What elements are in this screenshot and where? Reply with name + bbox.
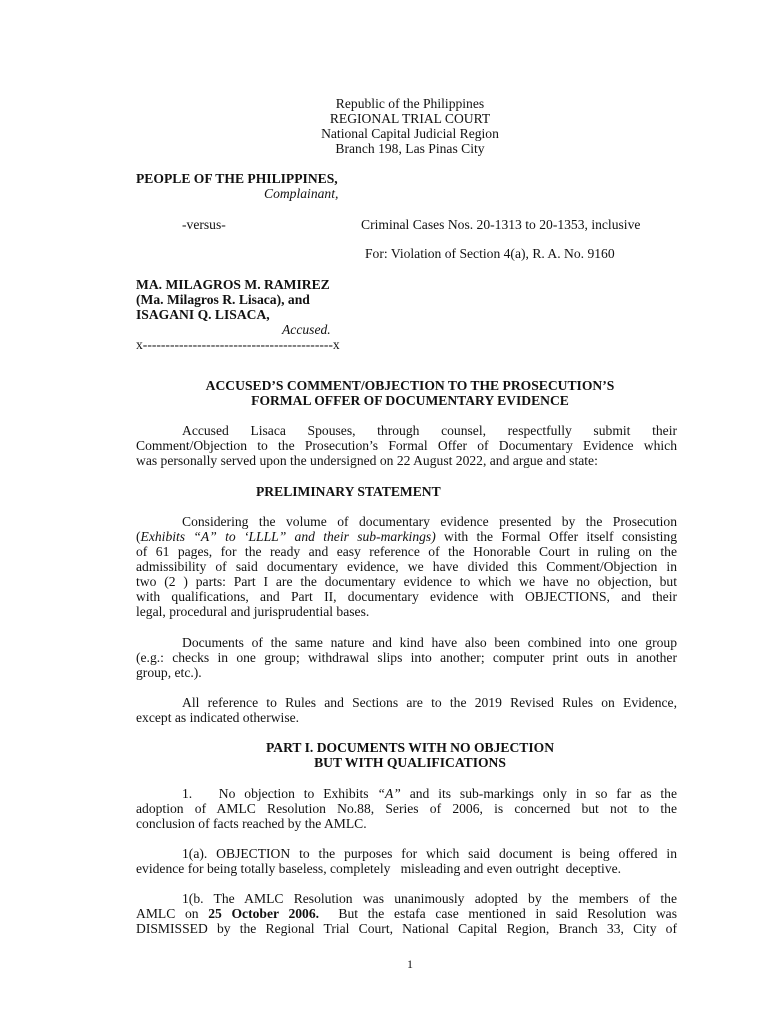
item1-line-3: conclusion of facts reached by the AMLC. xyxy=(136,816,367,831)
preliminary-p1-line-4: admissibility of said documentary evidence, we have divided this Comment/Objection in xyxy=(136,559,677,574)
preliminary-p1-line-7: legal, procedural and jurisprudential bases. xyxy=(136,604,370,619)
caption-accused-3: ISAGANI Q. LISACA, xyxy=(136,307,270,322)
court-header-court: REGIONAL TRIAL COURT xyxy=(329,111,491,126)
page-number: 1 xyxy=(407,957,413,971)
court-header-branch: Branch 198, Las Pinas City xyxy=(335,141,485,156)
caption-accused-label: Accused. xyxy=(282,322,331,337)
caption-accused-1: MA. MILAGROS M. RAMIREZ xyxy=(136,277,330,292)
preliminary-p1-line-5: two (2 ) parts: Part I are the documentary evidence to which we have no objection, but xyxy=(136,574,677,589)
item1b-line-2: AMLC on 25 October 2006. But the estafa case mentioned in said Resolution was xyxy=(136,906,677,921)
caption-violation: For: Violation of Section 4(a), R. A. No. 9160 xyxy=(365,246,615,261)
item1b-line-1: 1(b. The AMLC Resolution was unanimously adopted by the members of the xyxy=(182,891,677,906)
exhibit-a-reference: “A” xyxy=(377,786,401,801)
caption-complainant: Complainant, xyxy=(264,186,339,201)
preliminary-p1-line-6: with qualifications, and Part II, documentary evidence with OBJECTIONS, and their xyxy=(136,589,677,604)
preliminary-p1-line-2: (Exhibits “A” to ‘LLLL” and their sub-markings) with the Formal Offer itself consisting xyxy=(136,529,677,544)
resolution-date: 25 October 2006. xyxy=(208,906,320,921)
intro-line-1: Accused Lisaca Spouses, through counsel, respectfully submit their xyxy=(182,423,677,438)
item1a-line-2: evidence for being totally baseless, completely misleading and even outright deceptive. xyxy=(136,861,622,876)
part1-heading-line-2: BUT WITH QUALIFICATIONS xyxy=(314,755,506,770)
preliminary-p1-line-1: Considering the volume of documentary evidence presented by the Prosecution xyxy=(182,514,677,529)
item1-line-1: 1. No objection to Exhibits “A” and its sub-markings only in so far as the xyxy=(182,786,677,801)
preliminary-p1-line-3: of 61 pages, for the ready and easy reference of the Honorable Court in ruling on the xyxy=(136,544,677,559)
intro-line-3: was personally served upon the undersigned on 22 August 2022, and argue and state: xyxy=(136,453,598,468)
caption-people: PEOPLE OF THE PHILIPPINES, xyxy=(136,171,338,186)
part1-heading-line-1: PART I. DOCUMENTS WITH NO OBJECTION xyxy=(265,740,555,755)
document-title-line-2: FORMAL OFFER OF DOCUMENTARY EVIDENCE xyxy=(251,393,569,408)
item1b-line-3: DISMISSED by the Regional Trial Court, National Capital Region, Branch 33, City of xyxy=(136,921,677,936)
caption-versus: -versus- xyxy=(182,217,226,232)
court-header-region: National Capital Judicial Region xyxy=(321,126,499,141)
preliminary-p3-line-1: All reference to Rules and Sections are to the 2019 Revised Rules on Evidence, xyxy=(182,695,677,710)
court-header-republic: Republic of the Philippines xyxy=(335,96,485,111)
item1a-line-1: 1(a). OBJECTION to the purposes for which said document is being offered in xyxy=(182,846,677,861)
caption-accused-2: (Ma. Milagros R. Lisaca), and xyxy=(136,292,310,307)
caption-case-numbers: Criminal Cases Nos. 20-1313 to 20-1353, inclusive xyxy=(361,217,641,232)
intro-line-2: Comment/Objection to the Prosecution’s Formal Offer of Documentary Evidence which xyxy=(136,438,677,453)
item1-line-2: adoption of AMLC Resolution No.88, Series of 2006, is concerned but not to the xyxy=(136,801,677,816)
preliminary-heading: PRELIMINARY STATEMENT xyxy=(256,484,441,499)
preliminary-p2-line-1: Documents of the same nature and kind have also been combined into one group xyxy=(182,635,677,650)
preliminary-p2-line-2: (e.g.: checks in one group; withdrawal slips into another; computer print outs in another xyxy=(136,650,677,665)
caption-divider: x------------------------------------------x xyxy=(136,337,340,352)
document-title-line-1: ACCUSED’S COMMENT/OBJECTION TO THE PROSECUTION’S xyxy=(205,378,615,393)
exhibits-reference: Exhibits “A” to ‘LLLL” and their sub-markings) xyxy=(140,529,436,544)
preliminary-p3-line-2: except as indicated otherwise. xyxy=(136,710,300,725)
preliminary-p2-line-3: group, etc.). xyxy=(136,665,202,680)
